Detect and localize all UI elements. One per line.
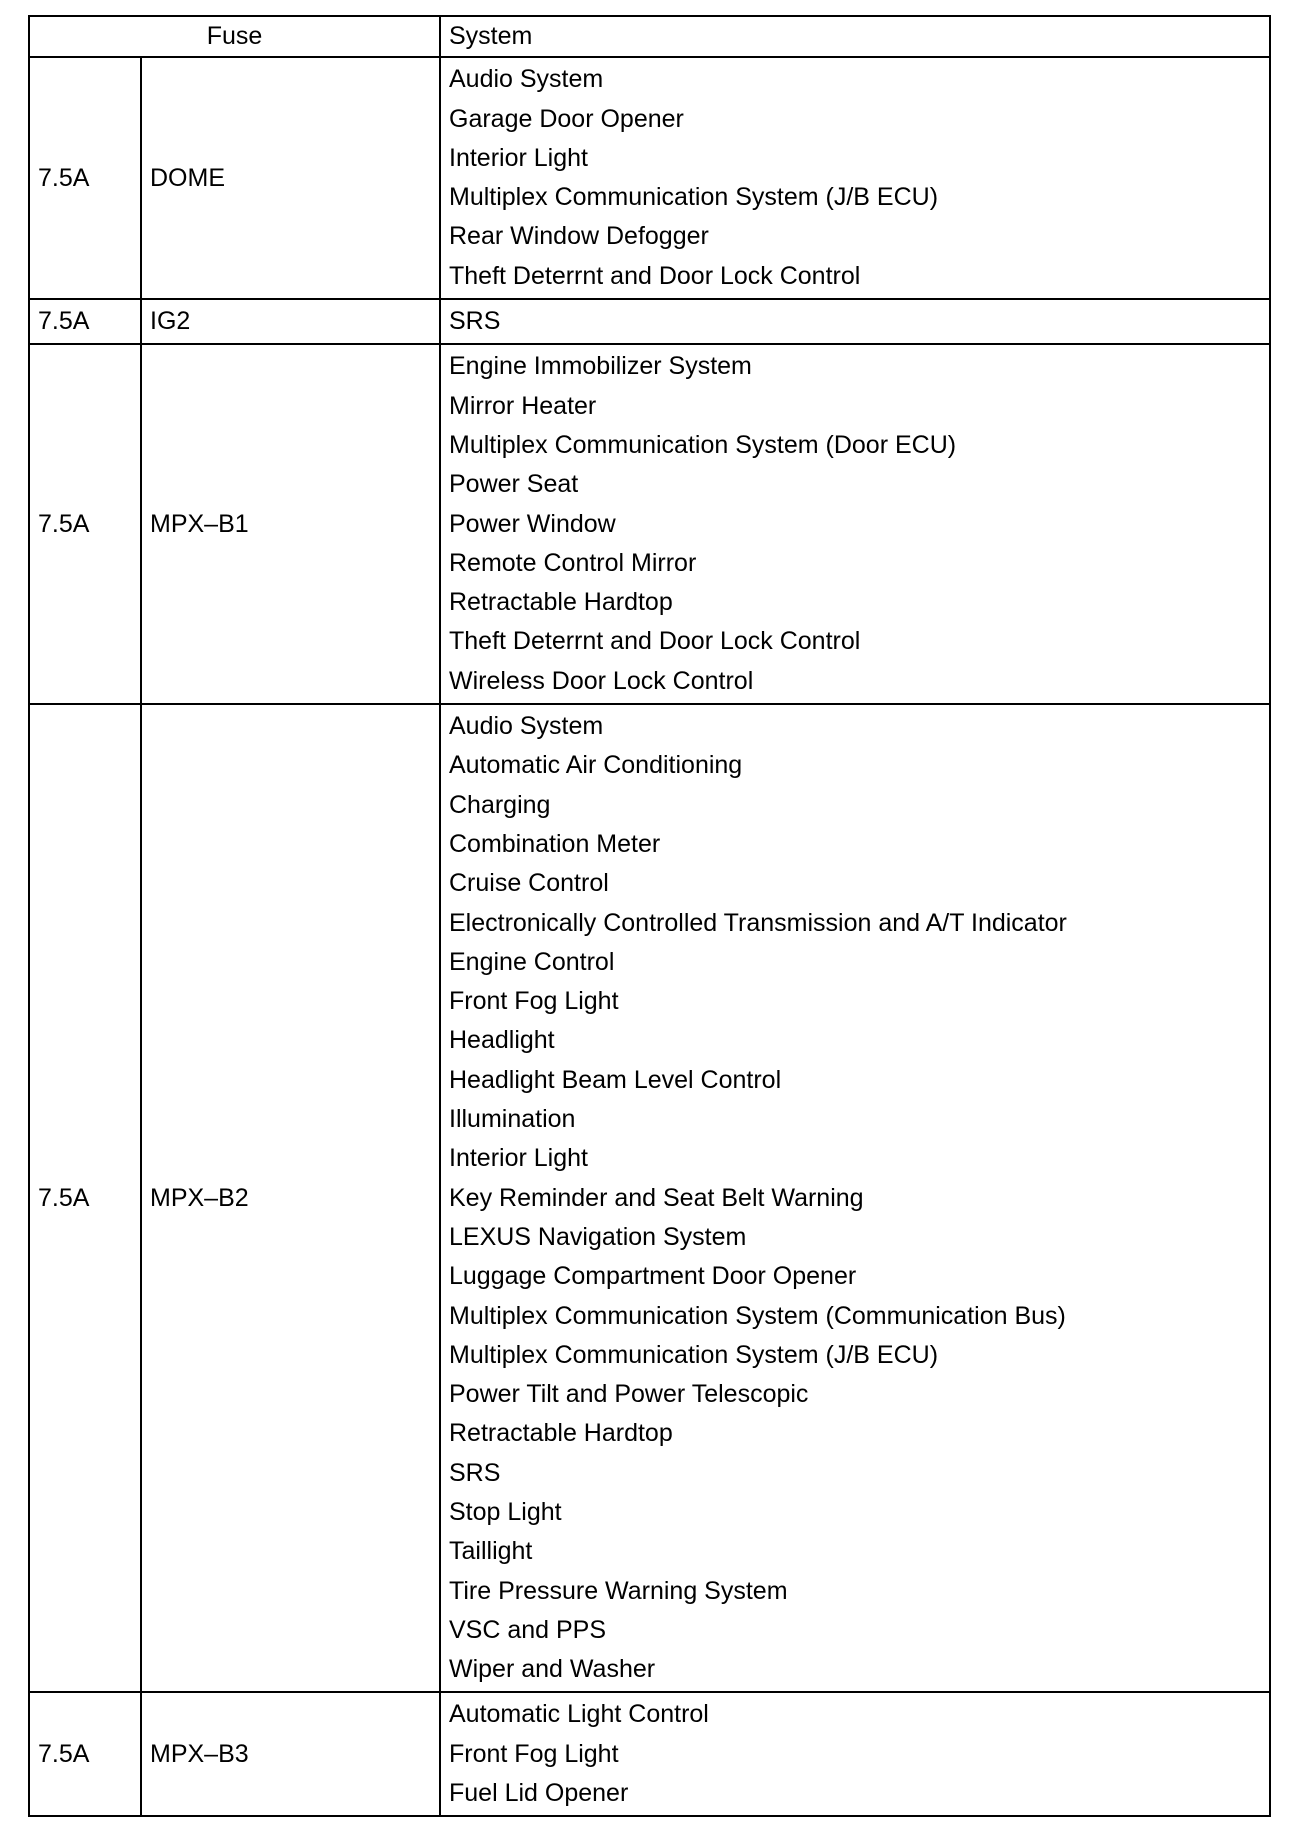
system-item: Headlight [449, 1026, 555, 1055]
header-system: System [440, 16, 1270, 57]
fuse-name: DOME [141, 57, 440, 299]
system-item: Automatic Light Control [449, 1700, 709, 1729]
system-item: Power Window [449, 509, 616, 538]
system-item: Taillight [449, 1537, 533, 1566]
fuse-table [28, 15, 1271, 1817]
fuse-name: MPX–B3 [141, 1692, 440, 1816]
system-item: Fuel Lid Opener [449, 1779, 629, 1808]
fuse-amperage: 7.5A [29, 57, 141, 299]
system-item: Interior Light [449, 143, 588, 172]
system-item: Illumination [449, 1105, 576, 1134]
fuse-amperage: 7.5A [29, 704, 141, 1692]
system-item: Engine Control [449, 947, 615, 976]
table-row [29, 1692, 1270, 1816]
table-header-row [29, 16, 1270, 57]
system-item: Cruise Control [449, 869, 609, 898]
fuse-amperage: 7.5A [29, 344, 141, 704]
system-item: Multiplex Communication System (Communication Bus) [449, 1301, 1066, 1330]
system-item: Interior Light [449, 1144, 588, 1173]
system-item: Automatic Air Conditioning [449, 751, 743, 780]
system-item: Luggage Compartment Door Opener [449, 1262, 857, 1291]
system-item: Electronically Controlled Transmission and A/T Indicator [449, 908, 1067, 937]
system-item: SRS [449, 1458, 501, 1487]
system-item: Charging [449, 790, 551, 819]
fuse-name: MPX–B2 [141, 704, 440, 1692]
system-item: Theft Deterrnt and Door Lock Control [449, 627, 861, 656]
header-fuse: Fuse [29, 16, 440, 57]
system-list [440, 704, 1270, 1692]
system-item: Front Fog Light [449, 1739, 619, 1768]
system-item: Power Seat [449, 470, 579, 499]
system-item: Wiper and Washer [449, 1655, 656, 1684]
table-row [29, 704, 1270, 1692]
system-item: Wireless Door Lock Control [449, 666, 754, 695]
system-list [440, 1692, 1270, 1816]
system-item: Front Fog Light [449, 987, 619, 1016]
system-item: Multiplex Communication System (Door ECU) [449, 430, 957, 459]
fuse-name: IG2 [141, 299, 440, 344]
system-item: Retractable Hardtop [449, 588, 673, 617]
fuse-amperage: 7.5A [29, 1692, 141, 1816]
system-item: Retractable Hardtop [449, 1419, 673, 1448]
table-row [29, 344, 1270, 704]
system-item: Remote Control Mirror [449, 548, 697, 577]
system-item: Headlight Beam Level Control [449, 1065, 782, 1094]
system-item: Audio System [449, 65, 604, 94]
system-list [440, 344, 1270, 704]
system-item: LEXUS Navigation System [449, 1222, 747, 1251]
system-item: Rear Window Defogger [449, 222, 709, 251]
system-item: Key Reminder and Seat Belt Warning [449, 1183, 864, 1212]
system-item: Garage Door Opener [449, 104, 684, 133]
system-item: Theft Deterrnt and Door Lock Control [449, 261, 861, 290]
table-row [29, 57, 1270, 299]
system-item: VSC and PPS [449, 1615, 607, 1644]
table-body [29, 57, 1270, 1816]
system-list [440, 57, 1270, 299]
system-item: Multiplex Communication System (J/B ECU) [449, 1340, 939, 1369]
system-list [440, 299, 1270, 344]
fuse-amperage: 7.5A [29, 299, 141, 344]
fuse-name: MPX–B1 [141, 344, 440, 704]
table-row [29, 299, 1270, 344]
system-item: SRS [449, 307, 501, 336]
system-item: Tire Pressure Warning System [449, 1576, 788, 1605]
system-item: Multiplex Communication System (J/B ECU) [449, 183, 939, 212]
system-item: Power Tilt and Power Telescopic [449, 1380, 809, 1409]
system-item: Mirror Heater [449, 391, 597, 420]
system-item: Audio System [449, 712, 604, 741]
system-item: Stop Light [449, 1497, 562, 1526]
system-item: Engine Immobilizer System [449, 352, 752, 381]
system-item: Combination Meter [449, 829, 661, 858]
